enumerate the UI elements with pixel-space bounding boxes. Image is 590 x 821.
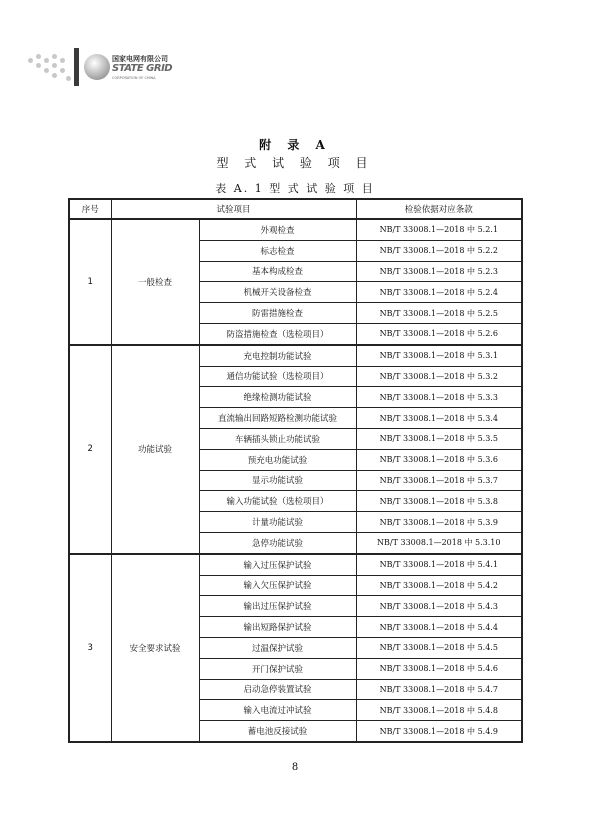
test-clause: NB/T 33008.1—2018 中 5.4.2 (356, 575, 522, 596)
state-grid-logo (28, 46, 178, 90)
test-item: 绝缘检测功能试验 (199, 387, 356, 408)
test-item: 过温保护试验 (199, 637, 356, 658)
test-item: 蓄电池反接试验 (199, 721, 356, 742)
test-item: 启动急停装置试验 (199, 679, 356, 700)
test-clause: NB/T 33008.1—2018 中 5.4.9 (356, 721, 522, 742)
table-caption: 表 A. 1 型 式 试 验 项 目 (215, 182, 375, 195)
test-clause: NB/T 33008.1—2018 中 5.2.3 (356, 261, 522, 282)
appendix-title: 附 录 A (259, 138, 331, 152)
test-clause: NB/T 33008.1—2018 中 5.3.5 (356, 428, 522, 449)
column-header-item: 试验项目 (111, 199, 356, 219)
test-clause: NB/T 33008.1—2018 中 5.3.9 (356, 512, 522, 533)
appendix-subtitle: 型 式 试 验 项 目 (216, 156, 374, 170)
table-row (69, 219, 522, 240)
logo-company-name: 国家电网有限公司 (112, 55, 168, 63)
column-header-no: 序号 (69, 199, 111, 219)
logo-subtitle: CORPORATION OF CHINA (112, 76, 156, 80)
group-number: 3 (69, 554, 111, 742)
test-clause: NB/T 33008.1—2018 中 5.4.1 (356, 554, 522, 575)
test-item: 开门保护试验 (199, 658, 356, 679)
logo-bar (74, 48, 79, 86)
page-number: 8 (291, 762, 299, 773)
group-number: 2 (69, 345, 111, 554)
test-item: 标志检查 (199, 240, 356, 261)
globe-icon (84, 54, 110, 80)
test-item: 显示功能试验 (199, 470, 356, 491)
test-clause: NB/T 33008.1—2018 中 5.4.6 (356, 658, 522, 679)
test-item: 急停功能试验 (199, 532, 356, 553)
test-item: 基本构成检查 (199, 261, 356, 282)
test-item: 通信功能试验（选检项目） (199, 366, 356, 387)
table-header-row (69, 199, 522, 219)
group-name: 安全要求试验 (111, 554, 199, 742)
test-item: 直流输出回路短路检测功能试验 (199, 408, 356, 429)
test-item: 防雷措施检查 (199, 303, 356, 324)
table-body (69, 219, 522, 742)
test-clause: NB/T 33008.1—2018 中 5.3.10 (356, 532, 522, 553)
test-item: 车辆插头锁止功能试验 (199, 428, 356, 449)
test-clause: NB/T 33008.1—2018 中 5.3.8 (356, 491, 522, 512)
test-item: 输出过压保护试验 (199, 596, 356, 617)
test-item: 机械开关设备检查 (199, 282, 356, 303)
test-clause: NB/T 33008.1—2018 中 5.2.5 (356, 303, 522, 324)
test-item: 输入过压保护试验 (199, 554, 356, 575)
test-clause: NB/T 33008.1—2018 中 5.3.7 (356, 470, 522, 491)
group-name: 一般检查 (111, 219, 199, 345)
test-item: 外观检查 (199, 219, 356, 240)
test-clause: NB/T 33008.1—2018 中 5.2.6 (356, 323, 522, 344)
test-item: 预充电功能试验 (199, 449, 356, 470)
group-number: 1 (69, 219, 111, 345)
test-clause: NB/T 33008.1—2018 中 5.2.4 (356, 282, 522, 303)
test-clause: NB/T 33008.1—2018 中 5.4.5 (356, 637, 522, 658)
test-item: 输出短路保护试验 (199, 617, 356, 638)
test-clause: NB/T 33008.1—2018 中 5.4.3 (356, 596, 522, 617)
table-row (69, 345, 522, 366)
test-item: 输入电流过冲试验 (199, 700, 356, 721)
test-clause: NB/T 33008.1—2018 中 5.3.2 (356, 366, 522, 387)
test-clause: NB/T 33008.1—2018 中 5.2.1 (356, 219, 522, 240)
column-header-clause: 检验依据对应条款 (356, 199, 522, 219)
decorative-dots-icon (28, 54, 76, 84)
test-item: 充电控制功能试验 (199, 345, 356, 366)
test-clause: NB/T 33008.1—2018 中 5.3.1 (356, 345, 522, 366)
test-item: 输入欠压保护试验 (199, 575, 356, 596)
table-row (69, 554, 522, 575)
type-test-table (68, 198, 523, 743)
test-clause: NB/T 33008.1—2018 中 5.4.7 (356, 679, 522, 700)
test-item: 计量功能试验 (199, 512, 356, 533)
test-clause: NB/T 33008.1—2018 中 5.2.2 (356, 240, 522, 261)
test-clause: NB/T 33008.1—2018 中 5.4.8 (356, 700, 522, 721)
logo-english-name: STATE GRID (112, 63, 173, 74)
test-clause: NB/T 33008.1—2018 中 5.3.3 (356, 387, 522, 408)
test-clause: NB/T 33008.1—2018 中 5.4.4 (356, 617, 522, 638)
test-item: 输入功能试验（选检项目） (199, 491, 356, 512)
test-item: 防盗措施检查（选检项目） (199, 323, 356, 344)
test-clause: NB/T 33008.1—2018 中 5.3.4 (356, 408, 522, 429)
test-clause: NB/T 33008.1—2018 中 5.3.6 (356, 449, 522, 470)
group-name: 功能试验 (111, 345, 199, 554)
